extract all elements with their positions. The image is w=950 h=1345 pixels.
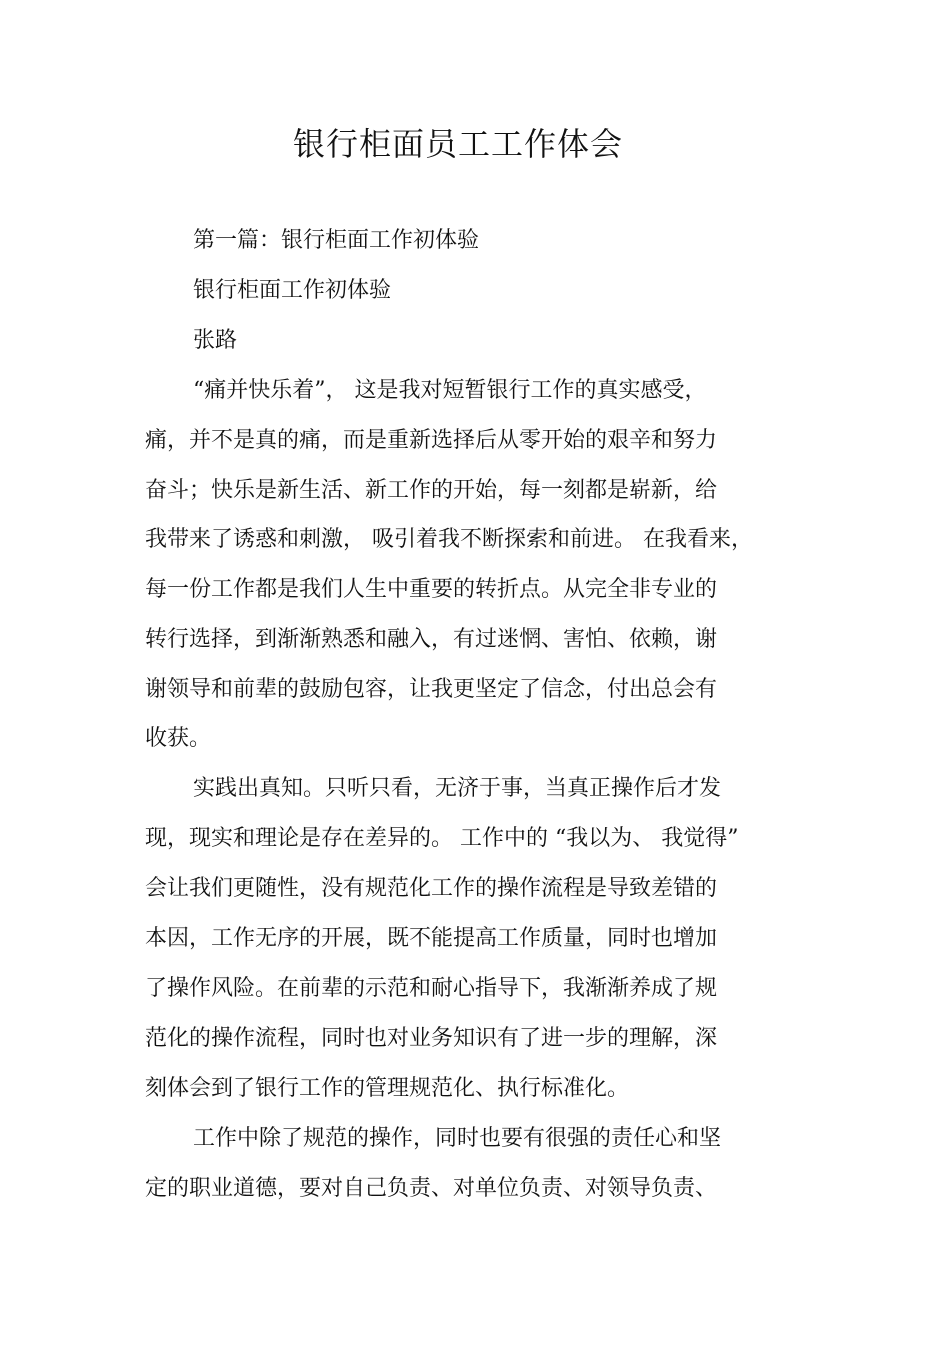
paragraph-line: 收获。 <box>145 726 212 751</box>
paragraph-line: 刻体会到了银行工作的管理规范化、执行标准化。 <box>145 1076 630 1101</box>
article-subtitle: 银行柜面工作初体验 <box>193 278 392 303</box>
paragraph-line: 范化的操作流程，同时也对业务知识有了进一步的理解，深 <box>145 1026 718 1051</box>
paragraph-line: 定的职业道德，要对自己负责、对单位负责、对领导负责、 <box>145 1176 718 1201</box>
paragraph-line: 转行选择，到渐渐熟悉和融入，有过迷惘、害怕、依赖，谢 <box>145 627 718 652</box>
author-name: 张路 <box>193 328 238 353</box>
document-title: 银行柜面员工工作体会 <box>292 125 623 163</box>
paragraph-line: 现，现实和理论是存在差异的。 工作中的 “我以为、 我觉得” <box>145 826 739 851</box>
paragraph-line: 谢领导和前辈的鼓励包容，让我更坚定了信念，付出总会有 <box>145 677 718 702</box>
paragraph-line: 本因，工作无序的开展，既不能提高工作质量，同时也增加 <box>145 926 718 951</box>
paragraph-line: 了操作风险。在前辈的示范和耐心指导下，我渐渐养成了规 <box>145 976 718 1001</box>
paragraph-line: 奋斗；快乐是新生活、新工作的开始，每一刻都是崭新，给 <box>145 478 718 503</box>
chapter-heading: 第一篇：银行柜面工作初体验 <box>193 228 480 253</box>
paragraph-line: 会让我们更随性，没有规范化工作的操作流程是导致差错的 <box>145 876 718 901</box>
paragraph-line: 工作中除了规范的操作，同时也要有很强的责任心和坚 <box>193 1126 722 1151</box>
paragraph-line: 每一份工作都是我们人生中重要的转折点。从完全非专业的 <box>145 577 718 602</box>
paragraph-line: 痛，并不是真的痛，而是重新选择后从零开始的艰辛和努力 <box>145 428 718 453</box>
paragraph-line: “痛并快乐着”， 这是我对短暂银行工作的真实感受， <box>193 378 707 403</box>
paragraph-line: 我带来了诱惑和刺激， 吸引着我不断探索和前进。 在我看来， <box>145 527 753 552</box>
paragraph-line: 实践出真知。只听只看，无济于事，当真正操作后才发 <box>193 776 722 801</box>
